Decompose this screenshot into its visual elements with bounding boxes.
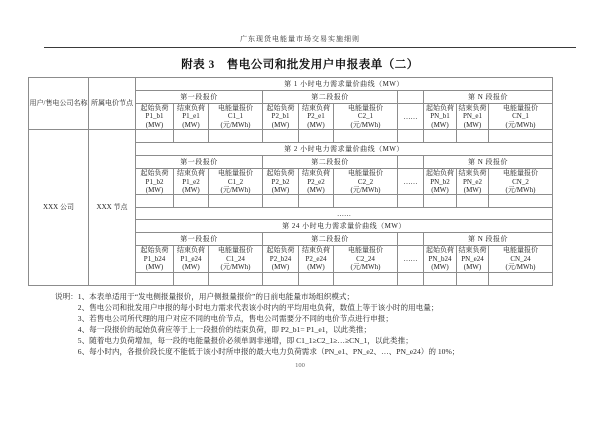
segment2-header: 第二段报价	[263, 156, 398, 169]
start-load-header	[136, 246, 174, 272]
hour24-curve-title: 第 24 小时电力需求量价曲线（MW）	[136, 220, 553, 233]
price-node-header: 所属电价节点	[89, 78, 136, 130]
end-load-header	[457, 104, 489, 130]
hdr-line: C1_2	[227, 177, 244, 186]
start-load-header	[263, 169, 299, 195]
note-item: 5、随着电力负荷增加，每一段的电能量报价必须单调非递增，即 C1_1≥C2_1≥…≥CN_1，以此类推；	[77, 336, 413, 345]
hdr-line: P2_e1	[307, 112, 325, 121]
hdr-line: (MW)	[182, 120, 200, 129]
hdr-line: (MW)	[271, 263, 290, 272]
end-load-header	[457, 246, 489, 272]
empty-entry-cell	[174, 130, 209, 143]
segment2-header: 第二段报价	[263, 91, 398, 104]
declaration-table	[28, 77, 553, 286]
hdr-line: (元/MWh)	[505, 263, 536, 272]
start-load-header	[263, 246, 299, 272]
hdr-line: C2_1	[357, 112, 374, 121]
end-load-header	[299, 169, 334, 195]
energy-price-header	[209, 246, 263, 272]
empty-entry-cell	[136, 272, 174, 285]
start-load-header	[136, 104, 174, 130]
hdr-line: 电能量报价	[218, 104, 253, 112]
dots-spacer-cell	[398, 91, 424, 104]
hdr-line: 结束负荷	[458, 104, 487, 112]
empty-entry-cell	[299, 195, 334, 208]
hdr-line: P1_b1	[145, 112, 164, 121]
hdr-line: (MW)	[307, 263, 325, 272]
empty-entry-cell	[457, 195, 489, 208]
hdr-line: 起始负荷	[426, 246, 454, 255]
hdr-line: (元/MWh)	[505, 186, 536, 195]
energy-price-header	[334, 246, 398, 272]
hdr-line: P2_b2	[271, 177, 290, 186]
empty-entry-cell	[489, 195, 553, 208]
start-load-header	[136, 169, 174, 195]
running-header: 广东现货电能量市场交易实施细则	[240, 35, 360, 43]
end-load-header	[174, 104, 209, 130]
segment2-header: 第二段报价	[263, 233, 398, 246]
hdr-line: P1_b24	[143, 254, 166, 263]
hdr-line: (元/MWh)	[220, 263, 251, 272]
company-name-header: 用户/售电公司名称	[29, 78, 89, 130]
start-load-header	[424, 104, 457, 130]
empty-entry-cell	[424, 195, 457, 208]
end-load-header	[174, 169, 209, 195]
hdr-line: P2_e2	[307, 177, 325, 186]
note-item: 3、若售电公司所代理的用户对应不同的电价节点，售电公司需要分不同的电价节点进行申报；	[77, 314, 393, 323]
hdr-line: (MW)	[145, 186, 164, 195]
hdr-line: 电能量报价	[503, 104, 538, 112]
energy-price-header	[489, 246, 553, 272]
note-item: 6、每小时内，各报价段长度不能低于该小时所申报的最大电力负荷需求（PN_e1、PN_e2、…、PN_e24）的 10%；	[77, 347, 460, 356]
note-item: 4、每一段报价的起始负荷应等于上一段报价的结束负荷，即 P2_b1= P1_e1，以此类推；	[77, 325, 372, 334]
hdr-line: (MW)	[307, 120, 325, 129]
dots-spacer-cell	[398, 156, 424, 169]
empty-entry-cell	[334, 195, 398, 208]
energy-price-header	[334, 169, 398, 195]
hdr-line: 起始负荷	[266, 246, 295, 255]
ellipsis-cell: ……	[398, 246, 424, 272]
hdr-line: 起始负荷	[426, 104, 454, 112]
hdr-line: P1_e1	[182, 112, 200, 121]
hdr-line: PN_b2	[430, 177, 450, 186]
empty-entry-cell	[299, 272, 334, 285]
hdr-line: P1_e24	[180, 254, 202, 263]
end-load-header	[299, 246, 334, 272]
empty-entry-cell	[136, 130, 174, 143]
energy-price-header	[489, 169, 553, 195]
hdr-line: (元/MWh)	[350, 263, 381, 272]
empty-entry-cell	[489, 272, 553, 285]
hdr-line: (MW)	[463, 120, 482, 129]
empty-entry-cell	[136, 195, 174, 208]
note-item: 2、售电公司和批发用户申报的每小时电力需求代表该小时内的平均用电负荷，数值上等于该小时的用电量；	[77, 303, 439, 312]
hdr-line: C1_1	[227, 112, 244, 121]
hours-ellipsis-cell: ……	[136, 208, 553, 220]
hdr-line: 电能量报价	[348, 246, 383, 255]
empty-entry-cell	[489, 130, 553, 143]
hdr-line: CN_2	[512, 177, 529, 186]
hdr-line: (MW)	[463, 263, 482, 272]
hour1-data-row	[29, 130, 553, 143]
dots-spacer-cell	[398, 130, 424, 143]
hdr-line: (MW)	[145, 263, 164, 272]
hdr-line: 起始负荷	[266, 104, 295, 112]
hdr-line: (MW)	[182, 263, 200, 272]
end-load-header	[457, 169, 489, 195]
hdr-line: 电能量报价	[348, 104, 383, 112]
notes-list	[78, 291, 567, 357]
end-load-header	[174, 246, 209, 272]
empty-entry-cell	[334, 272, 398, 285]
empty-entry-cell	[174, 195, 209, 208]
hdr-line: (元/MWh)	[505, 120, 536, 129]
empty-entry-cell	[174, 272, 209, 285]
dots-spacer-cell	[398, 272, 424, 285]
hdr-line: (MW)	[431, 263, 449, 272]
note-item: 1、本表单适用于“发电侧报量报价，用户侧报量报价”的日前电能量市场组织模式；	[77, 292, 355, 301]
hdr-line: (MW)	[431, 186, 449, 195]
hour1-curve-title: 第 1 小时电力需求量价曲线（MW）	[136, 78, 553, 91]
hdr-line: (MW)	[145, 120, 164, 129]
empty-entry-cell	[263, 272, 299, 285]
hdr-line: (MW)	[307, 186, 325, 195]
empty-entry-cell	[299, 130, 334, 143]
energy-price-header	[334, 104, 398, 130]
hdr-line: C2_24	[356, 254, 375, 263]
empty-entry-cell	[263, 130, 299, 143]
hdr-line: 结束负荷	[177, 104, 205, 112]
segmentN-header: 第 N 段报价	[424, 91, 553, 104]
empty-entry-cell	[209, 272, 263, 285]
hdr-line: 结束负荷	[302, 169, 330, 178]
empty-entry-cell	[457, 272, 489, 285]
segment1-header: 第一段报价	[136, 91, 263, 104]
company-name-value: XXX 公司	[29, 130, 89, 285]
notes-prefix-label: 说明：	[55, 292, 78, 301]
end-load-header	[299, 104, 334, 130]
empty-entry-cell	[424, 130, 457, 143]
hdr-line: 结束负荷	[458, 169, 487, 178]
hour1-title-row	[29, 78, 553, 91]
hour2-curve-title: 第 2 小时电力需求量价曲线（MW）	[136, 143, 553, 156]
hdr-line: PN_b24	[428, 254, 452, 263]
hdr-line: C1_24	[226, 254, 245, 263]
empty-entry-cell	[334, 130, 398, 143]
hdr-line: (MW)	[431, 120, 449, 129]
dots-spacer-cell	[398, 195, 424, 208]
hdr-line: 起始负荷	[140, 169, 169, 178]
hdr-line: CN_1	[512, 112, 529, 121]
hdr-line: 结束负荷	[177, 246, 205, 255]
hdr-line: 起始负荷	[140, 104, 169, 112]
hdr-line: 起始负荷	[140, 246, 169, 255]
hdr-line: 结束负荷	[302, 104, 330, 112]
hdr-line: PN_e2	[462, 177, 483, 186]
segment1-header: 第一段报价	[136, 156, 263, 169]
page-number: 100	[295, 362, 305, 369]
segmentN-header: 第 N 段报价	[424, 156, 553, 169]
hdr-line: 结束负荷	[458, 246, 487, 255]
page-title: 附表 3 售电公司和批发用户申报表单（二）	[181, 59, 419, 71]
notes-block	[55, 291, 567, 357]
start-load-header	[424, 169, 457, 195]
hdr-line: (MW)	[271, 186, 290, 195]
energy-price-header	[209, 104, 263, 130]
hdr-line: (元/MWh)	[350, 120, 381, 129]
hdr-line: (元/MWh)	[220, 186, 251, 195]
empty-entry-cell	[457, 130, 489, 143]
segmentN-header: 第 N 段报价	[424, 233, 553, 246]
hdr-line: (元/MWh)	[350, 186, 381, 195]
hdr-line: 结束负荷	[177, 169, 205, 178]
hdr-line: P1_e2	[182, 177, 200, 186]
hdr-line: P2_e24	[305, 254, 327, 263]
header-rule	[44, 47, 576, 48]
hdr-line: 电能量报价	[218, 169, 253, 178]
hdr-line: 结束负荷	[302, 246, 330, 255]
start-load-header	[263, 104, 299, 130]
hdr-line: CN_24	[510, 254, 531, 263]
energy-price-header	[209, 169, 263, 195]
energy-price-header	[489, 104, 553, 130]
hdr-line: (MW)	[182, 186, 200, 195]
hdr-line: PN_e1	[462, 112, 483, 121]
empty-entry-cell	[209, 195, 263, 208]
hdr-line: P1_b2	[145, 177, 164, 186]
ellipsis-cell: ……	[398, 104, 424, 130]
hdr-line: PN_b1	[430, 112, 450, 121]
hdr-line: 电能量报价	[503, 169, 538, 178]
empty-entry-cell	[209, 130, 263, 143]
hdr-line: 电能量报价	[503, 246, 538, 255]
empty-entry-cell	[263, 195, 299, 208]
hdr-line: P2_b1	[271, 112, 290, 121]
ellipsis-cell: ……	[398, 169, 424, 195]
hdr-line: PN_e24	[461, 254, 484, 263]
start-load-header	[424, 246, 457, 272]
hdr-line: (MW)	[463, 186, 482, 195]
hdr-line: 电能量报价	[218, 246, 253, 255]
hdr-line: C2_2	[357, 177, 374, 186]
hdr-line: (元/MWh)	[220, 120, 251, 129]
price-node-value: XXX 节点	[89, 130, 136, 285]
dots-spacer-cell	[398, 233, 424, 246]
empty-entry-cell	[424, 272, 457, 285]
hdr-line: 起始负荷	[426, 169, 454, 178]
segment1-header: 第一段报价	[136, 233, 263, 246]
hdr-line: 电能量报价	[348, 169, 383, 178]
hdr-line: (MW)	[271, 120, 290, 129]
hdr-line: 起始负荷	[266, 169, 295, 178]
hdr-line: P2_b24	[269, 254, 292, 263]
